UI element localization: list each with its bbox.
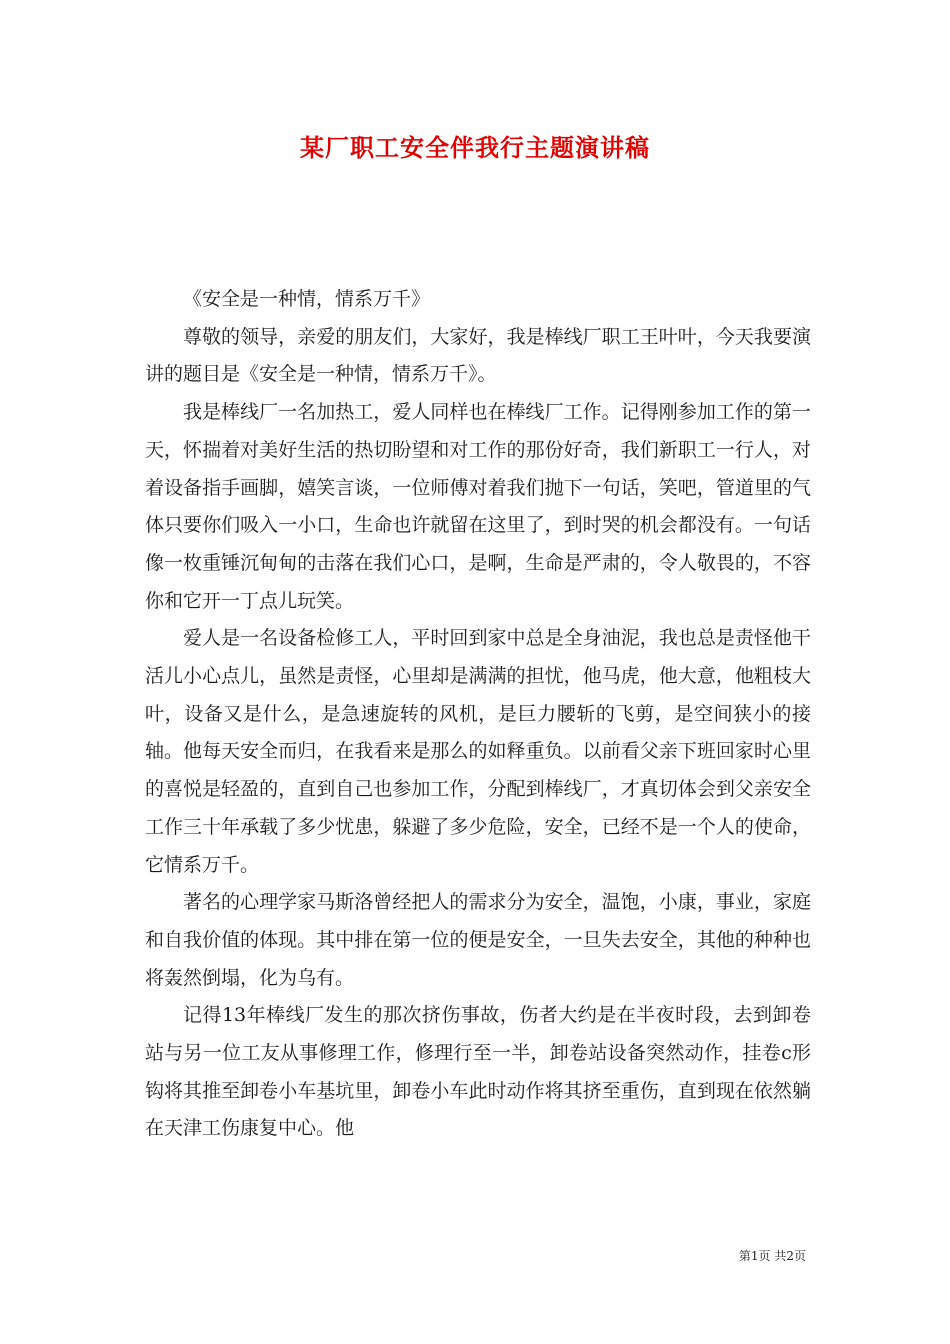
page-number: 第1页 共2页 <box>738 1249 806 1263</box>
paragraph-greeting: 尊敬的领导，亲爱的朋友们，大家好，我是棒线厂职工王叶叶，今天我要演讲的题目是《安全是一种情，情系万千》。 <box>145 325 811 386</box>
paragraph-first-day: 我是棒线厂一名加热工，爱人同样也在棒线厂工作。记得刚参加工作的第一天，怀揣着对美好生活的热切盼望和对工作的那份好奇，我们新职工一行人，对着设备指手画脚，嬉笑言谈，一位师傅对着我们抛下一句话，笑吧，管道里的气体只要你们吸入一小口，生命也许就留在这里了，到时哭的机会都没有。一句话像一枚重锤沉甸甸的击落在我们心口，是啊，生命是严肃的，令人敬畏的，不容你和它开一丁点儿玩笑。 <box>145 401 811 612</box>
document-title: 某厂职工安全伴我行主题演讲稿 <box>300 133 650 162</box>
paragraph-maslow: 著名的心理学家马斯洛曾经把人的需求分为安全，温饱，小康，事业，家庭和自我价值的体现。其中排在第一位的便是安全，一旦失去安全，其他的种种也将轰然倒塌，化为乌有。 <box>145 891 811 989</box>
document-body <box>145 281 811 1148</box>
paragraph-spouse: 爱人是一名设备检修工人，平时回到家中总是全身油泥，我也总是责怪他干活儿小心点儿，虽然是责怪，心里却是满满的担忧，他马虎，他大意，他粗枝大叶，设备又是什么，是急速旋转的风机，是巨力腰斩的飞剪，是空间狭小的接轴。他每天安全而归，在我看来是那么的如释重负。以前看父亲下班回家时心里的喜悦是轻盈的，直到自己也参加工作，分配到棒线厂，才真切体会到父亲安全工作三十年承载了多少忧患，躲避了多少危险，安全，已经不是一个人的使命，它情系万千。 <box>145 627 811 876</box>
paragraph-speech-title: 《安全是一种情，情系万千》 <box>183 288 431 310</box>
paragraph-accident: 记得13年棒线厂发生的那次挤伤事故，伤者大约是在半夜时段，去到卸卷站与另一位工友从事修理工作，修理行至一半，卸卷站设备突然动作，挂卷c形钩将其推至卸卷小车基坑里，卸卷小车此时动作将其挤至重伤，直到现在依然躺在天津工伤康复中心。他 <box>145 1004 811 1140</box>
